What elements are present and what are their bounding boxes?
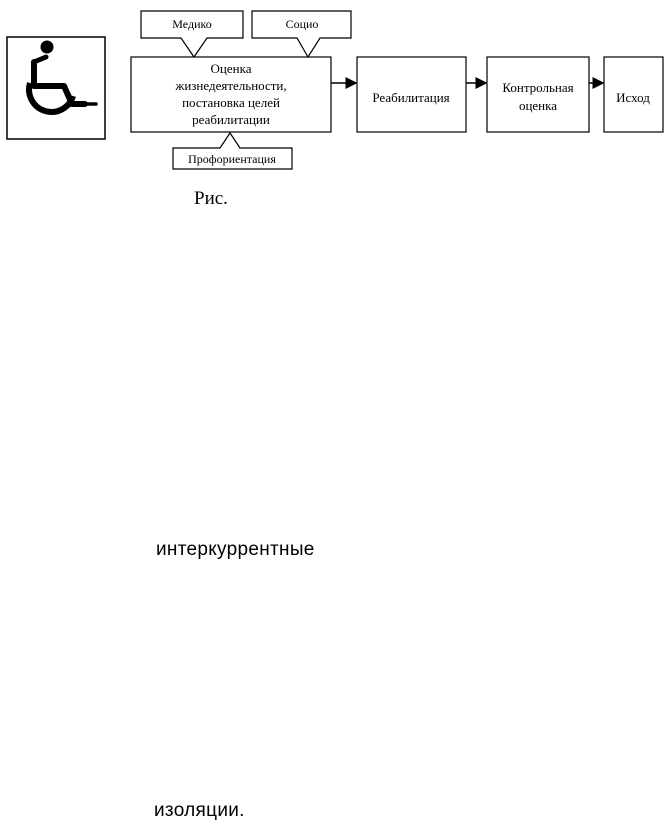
svg-text:Исход: Исход [616,90,650,105]
outcome-box [604,57,663,132]
svg-text:Медико: Медико [172,17,212,31]
svg-text:постановка целей: постановка целей [182,95,280,110]
medico-callout [141,11,243,57]
assessment-box [131,57,331,132]
career-guidance-callout [173,133,292,169]
svg-text:жизнедеятельности,: жизнедеятельности, [175,78,287,93]
svg-text:оценка: оценка [518,98,558,113]
control-assessment-box [487,57,589,132]
socio-callout [252,11,351,57]
svg-text:Контрольная: Контрольная [502,80,574,95]
svg-text:Социо: Социо [285,17,319,31]
svg-text:Профориентация: Профориентация [188,152,276,166]
svg-text:Реабилитация: Реабилитация [372,90,450,105]
svg-text:Оценка: Оценка [210,61,252,76]
text-fragment-intercurrent: интеркуррентные [156,539,315,560]
text-fragment-isolation: изоляции. [154,800,245,821]
wheelchair-icon [7,37,105,139]
figure-caption: Рис. [194,188,228,209]
rehabilitation-box [357,57,466,132]
svg-text:реабилитации: реабилитации [192,112,270,127]
